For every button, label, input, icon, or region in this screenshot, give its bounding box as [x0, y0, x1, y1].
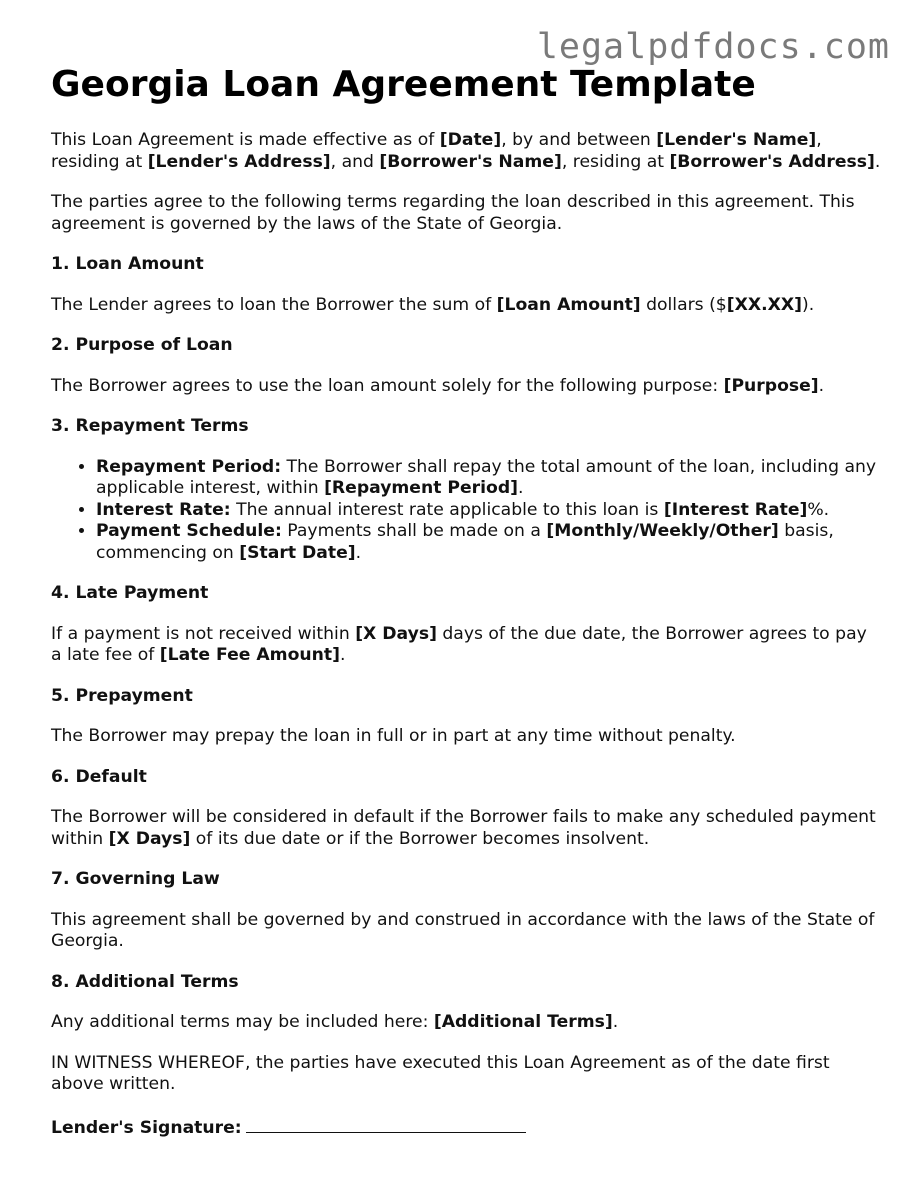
section-heading-purpose: 2. Purpose of Loan — [51, 335, 233, 356]
parties-paragraph: The parties agree to the following terms regarding the loan described in this agreement. This agreement is governed by the laws of the State of Georgia. — [51, 192, 855, 234]
additional-terms-paragraph: Any additional terms may be included here: [Additional Terms]. — [51, 1012, 619, 1033]
loan-amount-field: [Loan Amount] — [496, 294, 641, 315]
purpose-paragraph: The Borrower agrees to use the loan amount solely for the following purpose: [Purpose]. — [51, 375, 825, 396]
purpose-field: [Purpose] — [723, 375, 819, 396]
list-item: • Payment Schedule: Payments shall be made on a [Monthly/Weekly/Other] basis, commencing on [Start Date]. — [96, 521, 881, 564]
list-item: • Interest Rate: The annual interest rate applicable to this loan is [Interest Rate]%. — [96, 500, 881, 522]
section-heading-governing-law: 7. Governing Law — [51, 869, 220, 890]
lender-signature-label: Lender's Signature: — [51, 1117, 242, 1138]
interest-rate-field: [Interest Rate] — [663, 499, 808, 520]
late-fee-field: [Late Fee Amount] — [159, 645, 340, 666]
repayment-terms-list — [51, 457, 881, 565]
late-payment-paragraph: If a payment is not received within [X Days] days of the due date, the Borrower agrees to pay a late fee of [Late Fee Amount]. — [51, 623, 867, 666]
start-date-field: [Start Date] — [239, 542, 356, 563]
default-paragraph: The Borrower will be considered in default if the Borrower fails to make any scheduled payment within [X Days] of its due date or if the Borrower becomes insolvent. — [51, 807, 876, 849]
intro-paragraph: This Loan Agreement is made effective as of [Date], by and between [Lender's Name], residing at [Lender's Address], and [Borrower's Name], residing at [Borrower's Address]. — [51, 130, 881, 172]
loan-amount-paragraph: The Lender agrees to loan the Borrower the sum of [Loan Amount] dollars ($[XX.XX]). — [51, 294, 815, 315]
term-label: Interest Rate: — [96, 499, 231, 520]
borrower-name-field: [Borrower's Name] — [379, 151, 562, 172]
borrower-address-field: [Borrower's Address] — [669, 151, 875, 172]
section-heading-repayment: 3. Repayment Terms — [51, 416, 249, 437]
lender-name-field: [Lender's Name] — [656, 130, 817, 151]
late-days-field: [X Days] — [355, 623, 437, 644]
lender-signature-row — [51, 1115, 881, 1140]
governing-law-paragraph: This agreement shall be governed by and construed in accordance with the laws of the State of Georgia. — [51, 909, 875, 952]
payment-frequency-field: [Monthly/Weekly/Other] — [546, 521, 779, 542]
loan-amount-number-field: [XX.XX] — [726, 294, 802, 315]
term-label: Repayment Period: — [96, 456, 282, 477]
term-label: Payment Schedule: — [96, 521, 282, 542]
date-field: [Date] — [439, 130, 502, 151]
repayment-period-field: [Repayment Period] — [324, 478, 518, 499]
additional-terms-field: [Additional Terms] — [433, 1012, 613, 1033]
list-item: • Repayment Period: The Borrower shall repay the total amount of the loan, including any applicable interest, within [Repayment Period]. — [96, 457, 881, 500]
site-watermark: legalpdfdocs.com — [536, 27, 890, 67]
section-heading-late-payment: 4. Late Payment — [51, 583, 209, 604]
default-days-field: [X Days] — [108, 828, 191, 849]
section-heading-loan-amount: 1. Loan Amount — [51, 254, 204, 275]
lender-signature-line[interactable] — [246, 1115, 526, 1133]
section-heading-additional-terms: 8. Additional Terms — [51, 971, 239, 992]
document-page — [51, 64, 881, 1158]
lender-address-field: [Lender's Address] — [147, 151, 331, 172]
section-heading-prepayment: 5. Prepayment — [51, 685, 193, 706]
witness-paragraph: IN WITNESS WHEREOF, the parties have executed this Loan Agreement as of the date first above written. — [51, 1052, 830, 1095]
document-title: Georgia Loan Agreement Template — [51, 64, 756, 105]
section-heading-default: 6. Default — [51, 766, 147, 787]
prepayment-paragraph: The Borrower may prepay the loan in full or in part at any time without penalty. — [51, 726, 736, 747]
